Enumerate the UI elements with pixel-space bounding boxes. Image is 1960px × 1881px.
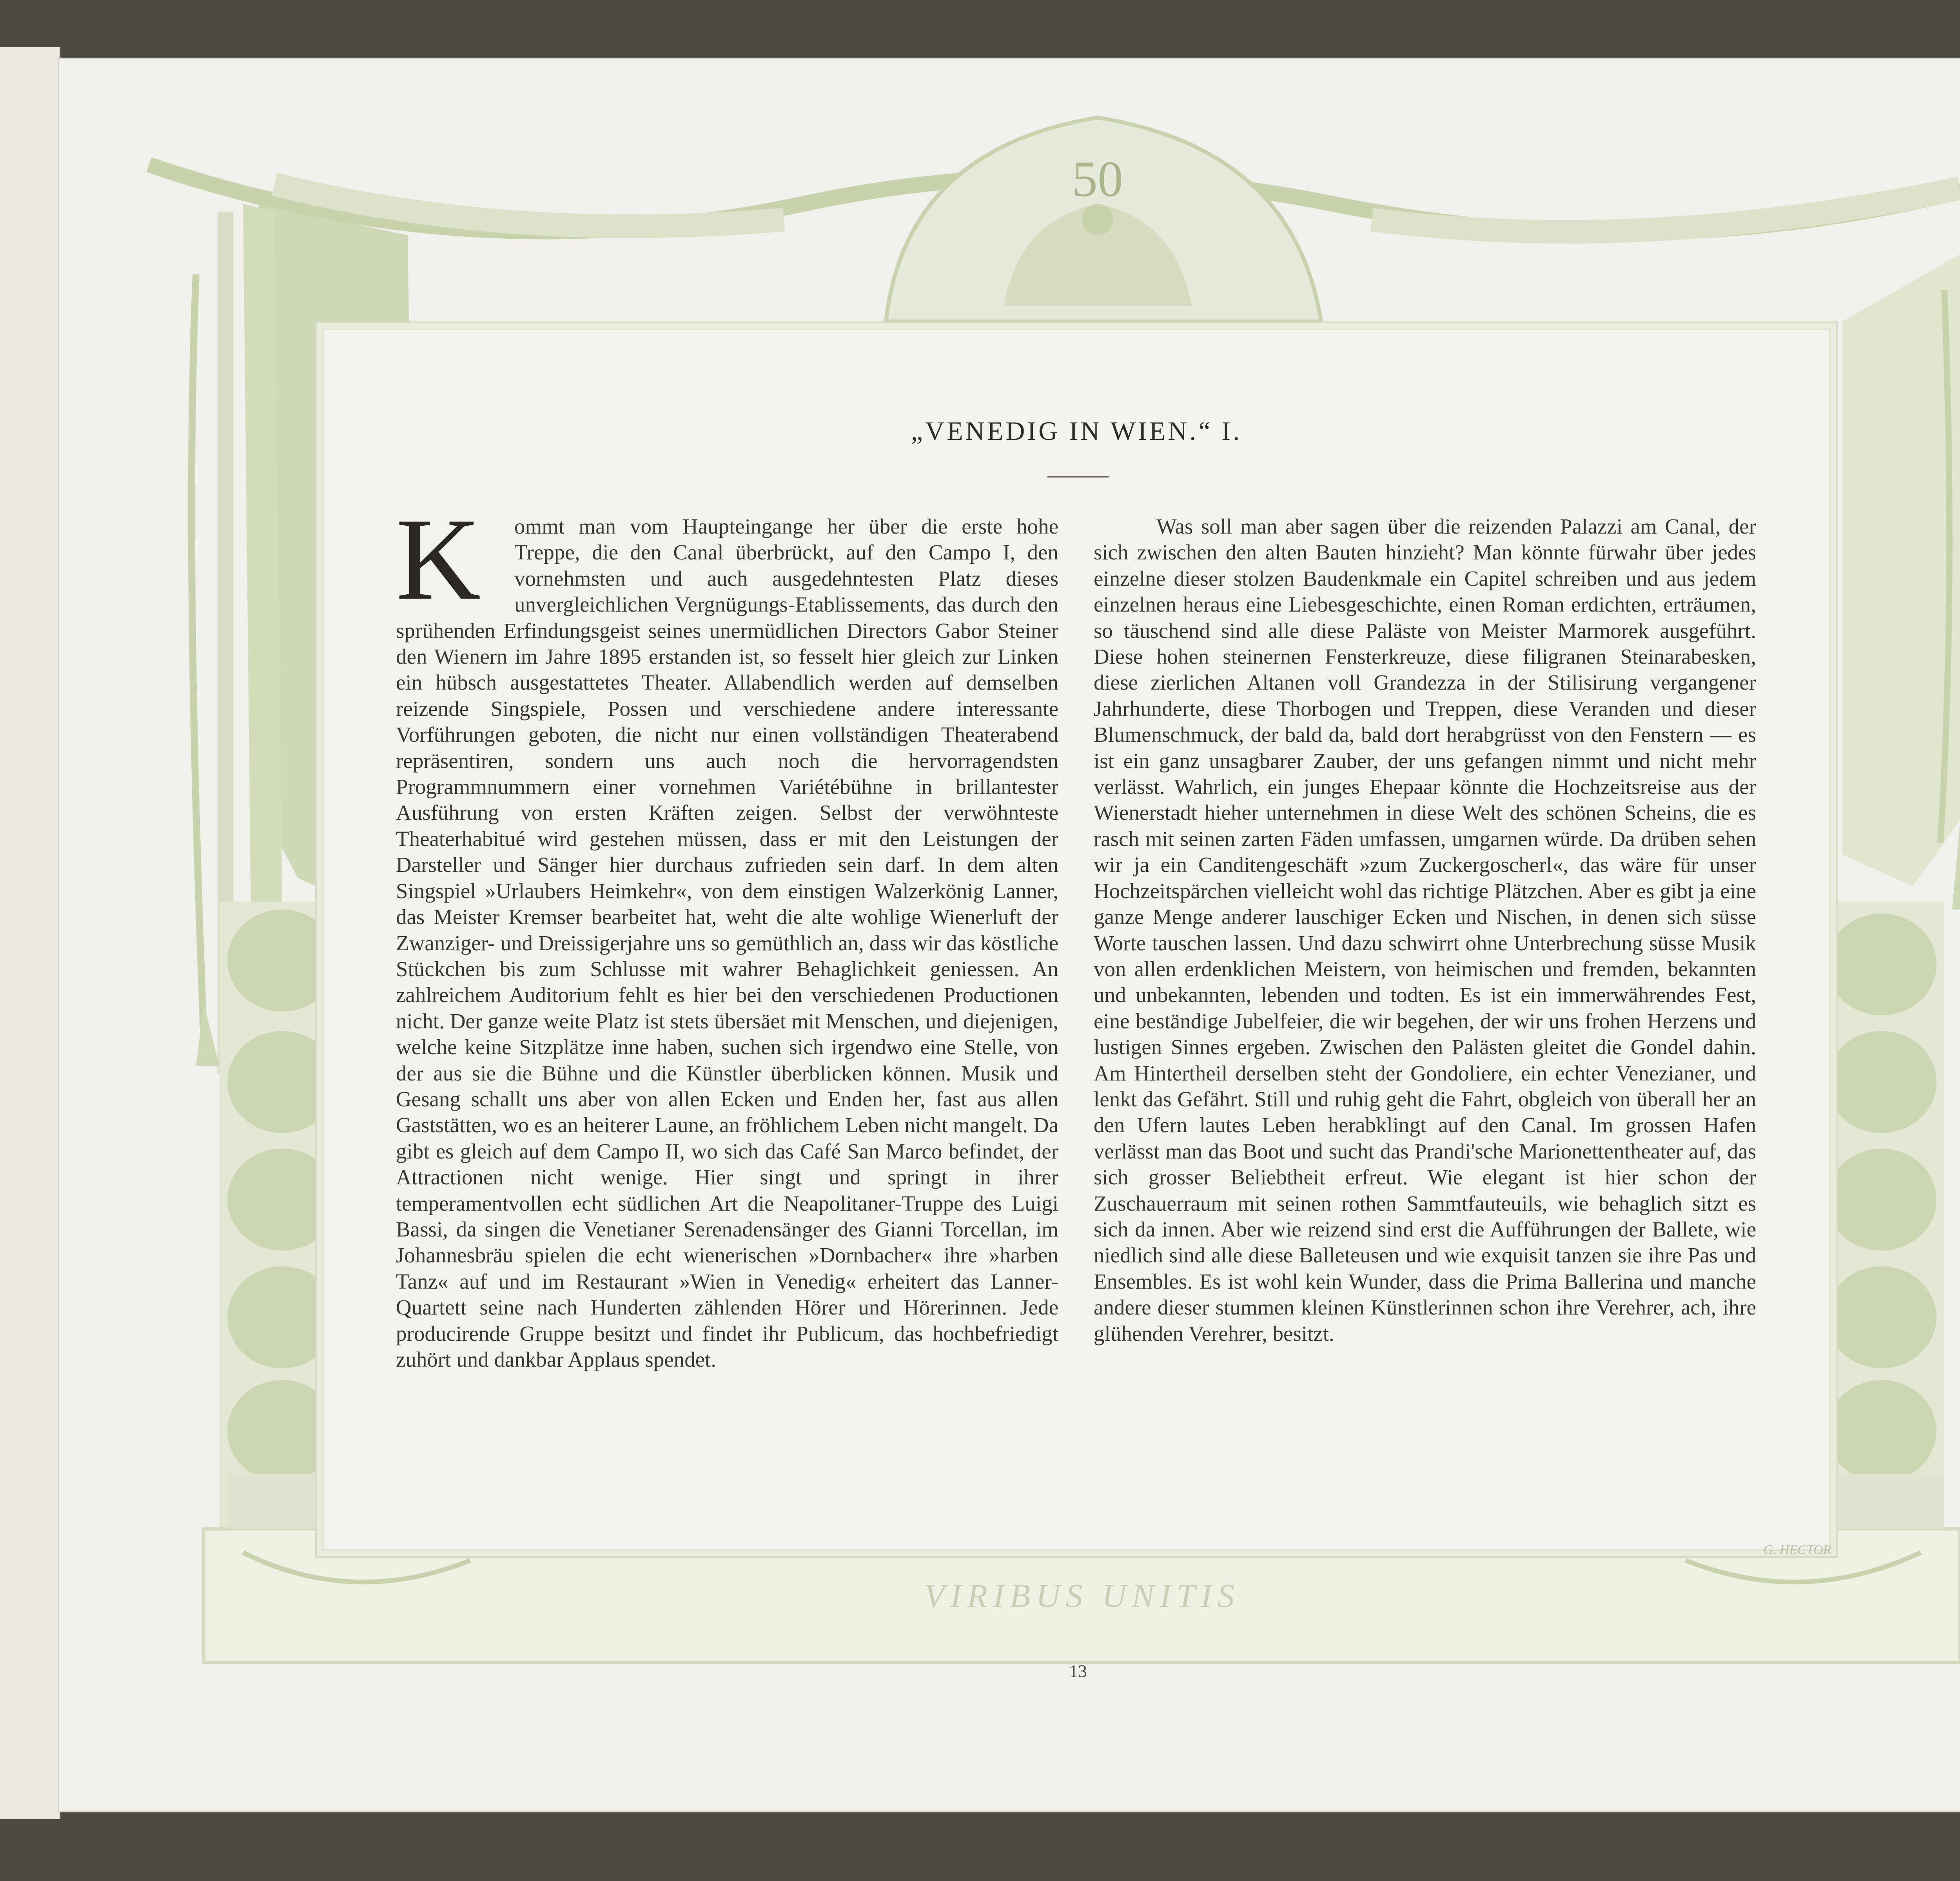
- page-number: 13: [1069, 1661, 1087, 1681]
- motto-inscription: VIRIBUS UNITIS: [924, 1577, 1240, 1614]
- drop-cap: [396, 494, 506, 624]
- drop-cap-letter: K: [396, 494, 481, 624]
- page-title: „VENEDIG IN WIEN.“ I.: [911, 416, 1242, 446]
- right-paragraph: Was soll man aber sagen über die reizenden Palazzi am Canal, der sich zwischen den alten Bauten hinzieht? Man könnte fürwahr über jedes einzelne dieser stolzen Baudenkmale ein Capitel schreiben und aus jedem einzelnen heraus eine Liebesgeschichte, einen Roman erdichten, erträumen, so täuschend sind alle diese Paläste von Meister Marmorek ausgeführt. Diese hohen steinernen Fensterkreuze, diese filigranen Steinarabesken, diese zierlichen Altanen voll Grandezza in der Stilisirung vergangener Jahrhunderte, diese Thorbogen und Treppen, diese Veranden und dieser Blumenschmuck, der bald da, bald dort herabgrüsst von den Fenstern — es ist ein ganz unsagbarer Zauber, der uns gefangen nimmt und nicht mehr verlässt. Wahrlich, ein junges Ehepaar könnte die Hochzeitsreise aus der Wienerstadt hieher unternehmen in diese Welt des schönen Scheins, die es rasch mit seinen zarten Fäden umfassen, umgarnen würde. Da drüben sehen wir ja ein Canditengeschäft »zum Zuckergoscherl«, das wäre für unser Hochzeitspärchen vielleicht wohl das richtige Plätzchen. Aber es gibt ja eine ganze Menge anderer lauschiger Ecken und Nischen, in denen sich süsse Worte tauschen lassen. Und dazu schwirrt ohne Unterbrechung süsse Musik von allen erdenklichen Meistern, von heimischen und fremden, bekannten und unbekannten, lebenden und todten. Es ist ein immerwährendes Fest, eine beständige Jubelfeier, die wir begehen, der wir uns frohen Herzens und lustigen Sinnes ergeben. Zwischen den Palästen gleitet die Gondel dahin. Am Hintertheil derselben steht der Gondoliere, ein echter Venezianer, und lenkt das Gefährt. Still und ruhig geht die Fahrt, obgleich von überall her an den Ufern lautes Leben herabklingt auf den Canal. Im grossen Hafen verlässt man das Boot und sucht das Prandi'sche Marionettentheater auf, das sich grosser Beliebtheit erfreut. Wie elegant ist hier schon der Zuschauerraum mit seinen rothen Sammtfauteuils, wie behaglich sitzt es sich da innen. Aber wie reizend sind erst die Aufführungen der Ballete, wie niedlich sind alle diese Balleteusen und wie exquisit tanzen sie ihre Pas und Ensembles. Es ist wohl kein Wunder, dass die Prima Ballerina und manche andere dieser stummen kleinen Künstlerinnen schon ihre Verehrer, ach, ihre glühenden Verehrer, besitzt.: [1094, 514, 1756, 1345]
- left-text-column: [396, 494, 1058, 1373]
- crest-numerals: 50: [1072, 151, 1123, 207]
- artist-signature: G. HECTOR: [1763, 1543, 1831, 1557]
- right-text-column: [1094, 514, 1756, 1347]
- left-paragraph: ommt man vom Haupteingange her über die erste hohe Treppe, die den Canal überbrückt, auf den Campo I, den vornehmsten und auch ausgedehntesten Platz dieses unvergleichlichen Vergnügungs-Etablissements, das durch den sprühenden Erfindungsgeist seines unermüdlichen Directors Gabor Steiner den Wienern im Jahre 1895 erstanden ist, so fesselt hier gleich zur Linken ein hübsch ausgestattetes Theater. Allabendlich werden auf demselben reizende Singspiele, Possen und verschiedene andere interessante Vorführungen geboten, die nicht nur einen vollständigen Theaterabend repräsentiren, sondern uns auch noch die hervorragendsten Programmnummern einer vornehmen Variétébühne in brillantester Ausführung von ersten Kräften zeigen. Selbst der verwöhnteste Theaterhabitué wird gestehen müssen, dass er mit den Leistungen der Darsteller und Sänger hier durchaus zufrieden sein darf. In dem alten Singspiel »Urlaubers Heimkehr«, von dem einstigen Walzerkönig Lanner, das Meister Kremser bearbeitet hat, weht die alte wohlige Wienerluft der Zwanziger- und Dreissigerjahre uns so gemüthlich an, dass wir das köstliche Stückchen bis zum Schlusse mit wahrer Behaglichkeit geniessen. An zahlreichem Auditorium fehlt es hier bei den verschiedenen Productionen nicht. Der ganze weite Platz ist stets übersäet mit Menschen, und diejenigen, welche keine Sitzplätze inne haben, suchen sich irgendwo eine Stelle, von der aus sie die Bühne und die Künstler überblicken können. Musik und Gesang schallt uns aber von allen Ecken und Enden her, fast aus allen Gaststätten, wo es an heiterer Laune, an fröhlichem Leben nicht mangelt. Da gibt es gleich auf dem Campo II, wo sich das Café San Marco befindet, der Attractionen nicht wenige. Hier singt und springt in ihrer temperamentvollen echt südlichen Art die Neapolitaner-Truppe des Luigi Bassi, da singen die Venetianer Serenadensänger des Gianni Torcellan, im Johannesbräu spielen die echt wienerischen »Dornbacher« ihre »harben Tanz« auf und im Restaurant »Wien in Venedig« erheitert das Lanner-Quartett seine nach Hunderten zählenden Hörer und Hörerinnen. Jede producirende Gruppe besitzt und findet ihr Publicum, das hochbefriedigt zuhört und dankbar Applaus spendet.: [396, 514, 1058, 1371]
- title-rule: [1047, 476, 1109, 478]
